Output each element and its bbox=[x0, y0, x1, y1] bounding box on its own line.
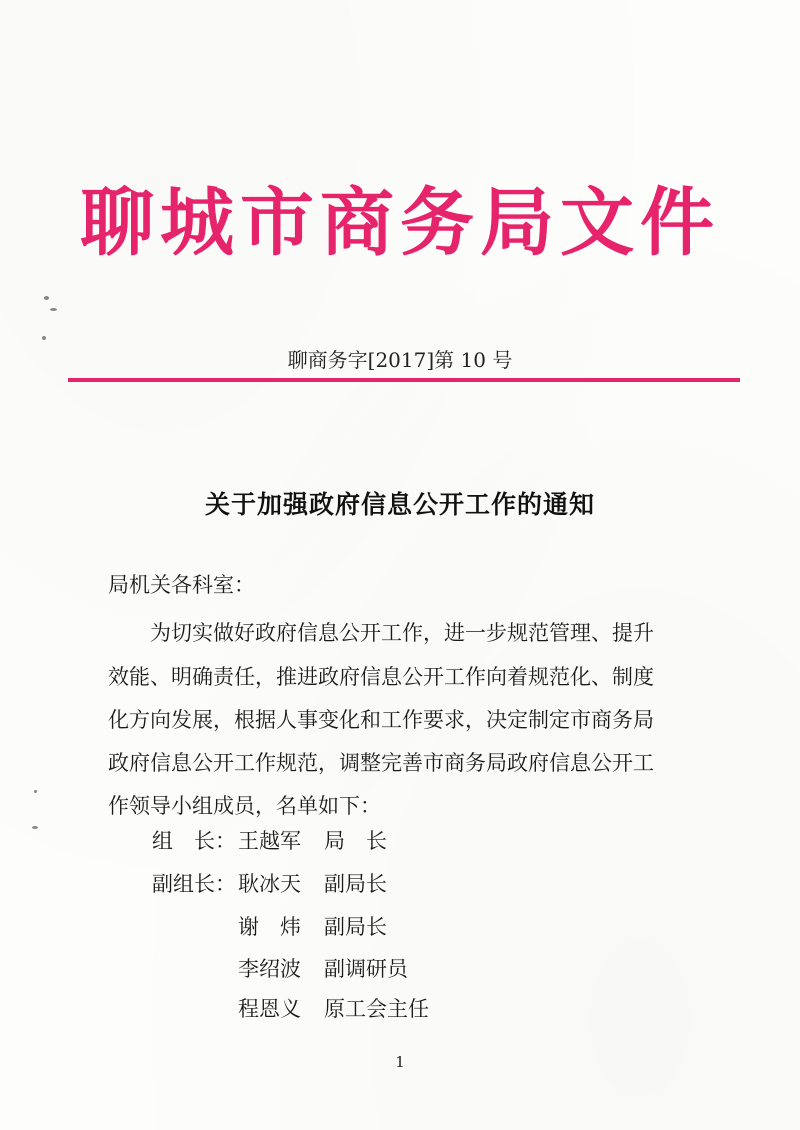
body-line: 政府信息公开工作规范，调整完善市商务局政府信息公开工 bbox=[108, 751, 654, 775]
scan-speck bbox=[44, 296, 49, 300]
member-name: 程恩义 bbox=[238, 997, 301, 1021]
scan-speck bbox=[34, 790, 37, 793]
member-title: 局 长 bbox=[324, 829, 387, 853]
scan-speck bbox=[32, 826, 38, 829]
document-number: 聊商务字[2017]第 10 号 bbox=[287, 348, 513, 372]
document-masthead: 聊城市商务局文件 bbox=[80, 180, 720, 266]
member-title: 原工会主任 bbox=[324, 997, 429, 1021]
member-title: 副局长 bbox=[324, 915, 387, 939]
member-name: 李绍波 bbox=[238, 957, 301, 981]
body-line: 作领导小组成员，名单如下： bbox=[108, 794, 381, 818]
body-line: 为切实做好政府信息公开工作，进一步规范管理、提升 bbox=[108, 621, 654, 645]
member-title: 副调研员 bbox=[324, 957, 408, 981]
body-line: 化方向发展，根据人事变化和工作要求，决定制定市商务局 bbox=[108, 708, 654, 732]
member-role: 副组长： bbox=[152, 872, 236, 896]
salutation: 局机关各科室： bbox=[108, 573, 255, 597]
member-name: 王越军 bbox=[238, 829, 301, 853]
scan-speck bbox=[42, 336, 46, 340]
member-row bbox=[152, 826, 387, 856]
member-role: 组 长： bbox=[152, 829, 236, 853]
page-number: 1 bbox=[395, 1053, 405, 1071]
body-line: 效能、明确责任，推进政府信息公开工作向着规范化、制度 bbox=[108, 665, 654, 689]
member-row bbox=[152, 869, 387, 899]
member-row bbox=[152, 912, 387, 942]
member-row bbox=[152, 954, 408, 984]
member-row bbox=[152, 994, 429, 1024]
scan-speck bbox=[50, 308, 57, 311]
member-name: 谢 炜 bbox=[238, 915, 301, 939]
notice-title: 关于加强政府信息公开工作的通知 bbox=[204, 490, 595, 519]
red-divider-line bbox=[68, 378, 740, 382]
member-title: 副局长 bbox=[324, 872, 387, 896]
member-name: 耿冰天 bbox=[238, 872, 301, 896]
